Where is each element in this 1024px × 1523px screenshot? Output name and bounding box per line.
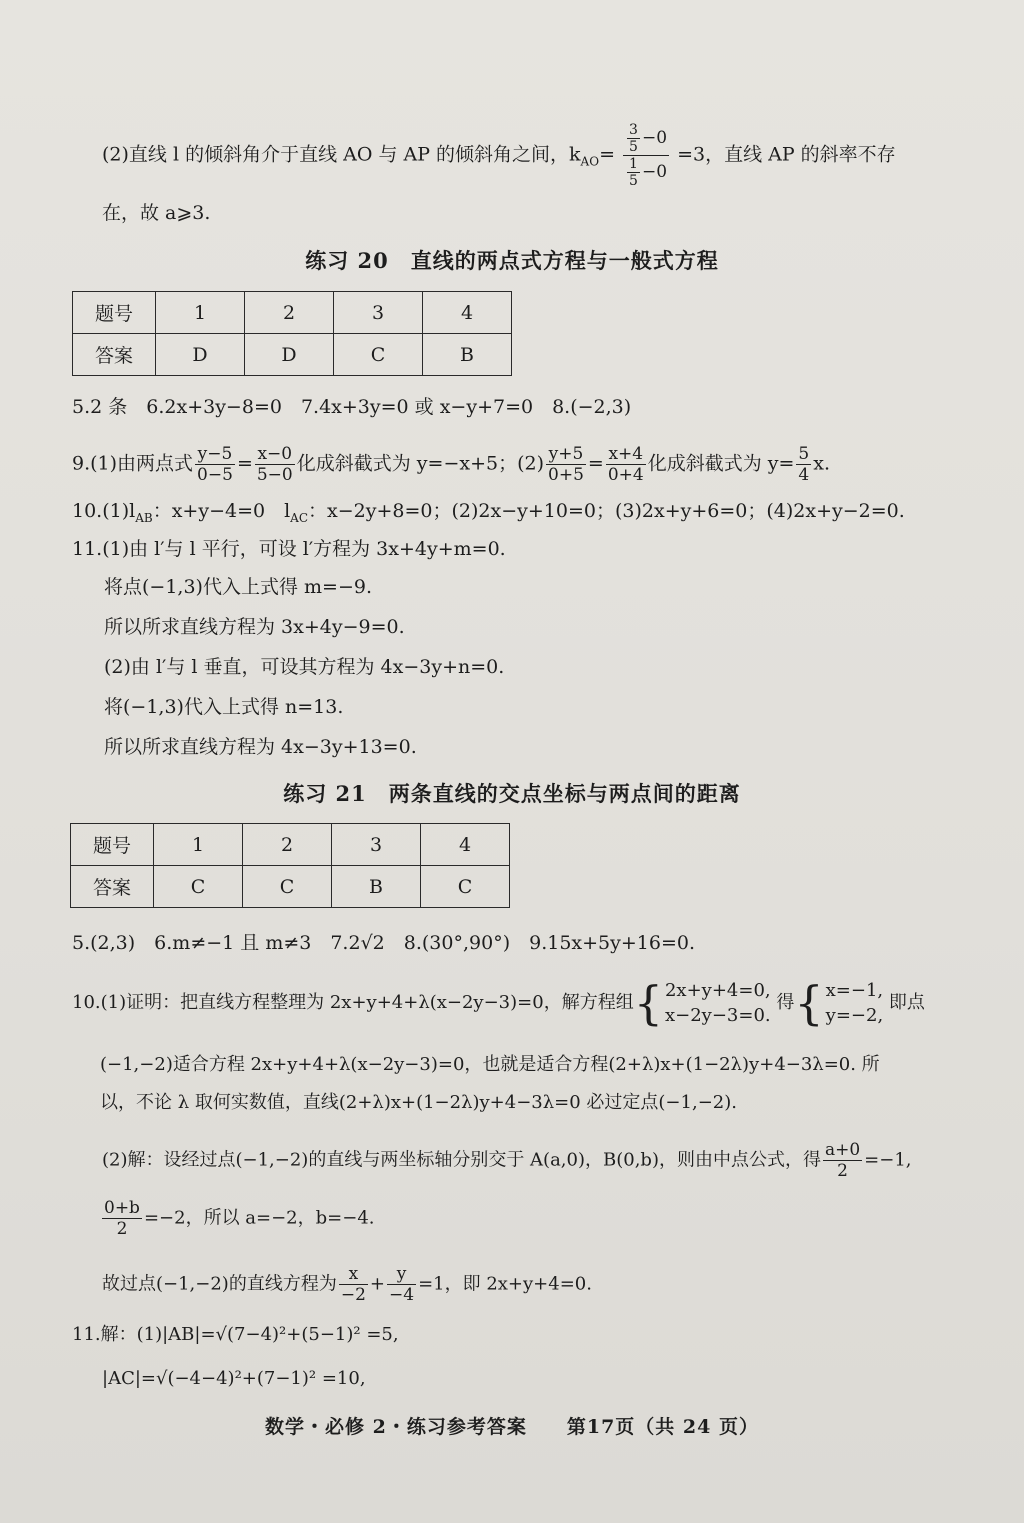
fraction-numerator: 0+b <box>104 1198 140 1218</box>
fraction <box>606 444 646 485</box>
text-line-s10-6 <box>102 1264 1004 1305</box>
table-cell: D <box>156 334 245 376</box>
table-cell: B <box>332 866 421 908</box>
table-cell: 1 <box>156 292 245 334</box>
text-segment: x. <box>813 452 831 475</box>
fraction-denominator: 0+4 <box>607 465 644 485</box>
text-segment: ：x+y−4=0 l <box>152 500 291 522</box>
text-line-q11-3: 所以所求直线方程为 3x+4y−9=0. <box>104 616 405 638</box>
table-row <box>71 866 510 908</box>
table-row <box>71 824 510 866</box>
text-segment: 即点 <box>888 992 925 1013</box>
fraction <box>546 444 586 485</box>
text-segment: −0 <box>641 162 668 182</box>
fraction-numerator: x <box>339 1264 368 1285</box>
brace-symbol: { <box>794 976 824 1030</box>
fraction-denominator: 4 <box>798 465 810 485</box>
table-cell: 2 <box>243 824 332 866</box>
text-segment: = <box>236 452 253 475</box>
answer-table-20 <box>72 291 512 376</box>
text-line-q11-6: 所以所求直线方程为 4x−3y+13=0. <box>104 736 417 758</box>
text-line-q10 <box>72 498 1004 531</box>
fraction <box>387 1264 416 1305</box>
fraction-denominator: 5−0 <box>256 465 293 485</box>
fraction <box>339 1264 368 1305</box>
table-cell: C <box>421 866 510 908</box>
equation: y=−2, <box>825 1005 884 1026</box>
equation: x=−1, <box>825 980 884 1001</box>
section-title-21: 练习 21 两条直线的交点坐标与两点间的距离 <box>283 781 741 806</box>
text-line-q5-8: 5.2 条 6.2x+3y−8=0 7.4x+3y=0 或 x−y+7=0 8.(−2,3) <box>72 396 632 418</box>
fraction-denominator: 2 <box>116 1219 128 1239</box>
fraction-denominator: −4 <box>389 1285 415 1305</box>
text-segment: ：x−2y+8=0；(2)2x−y+10=0；(3)2x+y+6=0；(4)2x+y−2=0. <box>308 500 905 522</box>
table-cell: 4 <box>421 824 510 866</box>
text-line-s10-3: 以，不论 λ 取何实数值，直线(2+λ)x+(1−2λ)y+4−3λ=0 必过定点(−1,−2). <box>100 1092 737 1113</box>
equation-system <box>665 978 771 1028</box>
fraction-numerator: 1 <box>629 156 638 172</box>
table-row <box>73 334 512 376</box>
text-segment: =3，直线 AP 的斜率不存 <box>677 143 896 166</box>
fraction <box>823 1140 862 1181</box>
text-segment: =−2，所以 a=−2，b=−4. <box>143 1207 375 1229</box>
fraction-numerator: y−5 <box>195 444 235 465</box>
table-cell: 3 <box>334 292 423 334</box>
text-line-s10-4 <box>102 1140 1004 1181</box>
table-cell: 1 <box>154 824 243 866</box>
text-segment: 10.(1)证明：把直线方程整理为 2x+y+4+λ(x−2y−3)=0，解方程组 <box>72 992 634 1013</box>
text-line-2: 在，故 a⩾3. <box>102 202 211 224</box>
text-segment: = <box>599 143 615 166</box>
table-answer-label: 答案 <box>73 334 156 376</box>
text-segment: −0 <box>641 128 668 148</box>
text-segment: =−1, <box>864 1149 912 1171</box>
fraction-numerator: x−0 <box>255 444 295 465</box>
text-segment: (2)直线 l 的倾斜角介于直线 AO 与 AP 的倾斜角之间，k <box>102 143 581 166</box>
text-line-s11-2: |AC|=√(−4−4)²+(7−1)² =10, <box>102 1368 366 1389</box>
text-line-q11-2: 将点(−1,3)代入上式得 m=−9. <box>104 576 372 598</box>
fraction-denominator: 5 <box>629 173 638 189</box>
fraction-numerator: 5 <box>798 444 810 464</box>
fraction-kao <box>623 122 669 189</box>
fraction-numerator: a+0 <box>824 1140 861 1160</box>
fraction-denominator: 2 <box>837 1161 848 1181</box>
text-line-1 <box>102 122 1004 189</box>
fraction-denominator: 5 <box>629 139 638 155</box>
text-line-s10-2: (−1,−2)适合方程 2x+y+4+λ(x−2y−3)=0，也就是适合方程(2+λ)x+(1−2λ)y+4−3λ=0. 所 <box>100 1054 880 1075</box>
equation: 2x+y+4=0, <box>664 980 771 1001</box>
text-segment: 10.(1)l <box>72 500 136 522</box>
text-line-q11-1: 11.(1)由 l′与 l 平行，可设 l′方程为 3x+4y+m=0. <box>72 538 506 560</box>
subscript: AC <box>290 510 309 525</box>
table-row <box>73 292 512 334</box>
text-segment: 故过点(−1,−2)的直线方程为 <box>102 1273 337 1295</box>
fraction-numerator: y+5 <box>546 444 586 465</box>
table-header-label: 题号 <box>71 824 154 866</box>
section-title-20: 练习 20 直线的两点式方程与一般式方程 <box>305 248 719 273</box>
text-line-q11-4: (2)由 l′与 l 垂直，可设其方程为 4x−3y+n=0. <box>104 656 505 678</box>
table-cell: 3 <box>332 824 421 866</box>
page-footer: 数学・必修 2・练习参考答案 第17页（共 24 页） <box>265 1416 759 1438</box>
text-segment: 化成斜截式为 y= <box>647 452 795 475</box>
table-cell: C <box>154 866 243 908</box>
equation-system <box>826 978 884 1028</box>
fraction-numerator: 3 <box>629 122 638 138</box>
fraction-denominator: 0+5 <box>548 465 584 485</box>
fraction <box>796 444 811 485</box>
table-cell: C <box>334 334 423 376</box>
text-segment: =1，即 2x+y+4=0. <box>418 1273 592 1295</box>
text-segment: + <box>369 1273 385 1295</box>
table-header-label: 题号 <box>73 292 156 334</box>
answer-table-21 <box>70 823 510 908</box>
brace-symbol: { <box>633 976 663 1030</box>
text-line-q9 <box>72 444 1004 485</box>
fraction <box>102 1198 142 1239</box>
text-line-s10-1 <box>72 978 1004 1028</box>
fraction <box>195 444 235 485</box>
table-cell: 2 <box>245 292 334 334</box>
equation: x−2y−3=0. <box>664 1005 771 1026</box>
table-cell: D <box>245 334 334 376</box>
table-cell: C <box>243 866 332 908</box>
text-segment: 化成斜截式为 y=−x+5；(2) <box>296 452 545 475</box>
subscript: AB <box>135 510 153 525</box>
text-segment: (2)解：设经过点(−1,−2)的直线与两坐标轴分别交于 A(a,0)，B(0,b)，则由中点公式，得 <box>102 1149 821 1171</box>
text-line-s5-9: 5.(2,3) 6.m≠−1 且 m≠3 7.2√2 8.(30°,90°) 9.15x+5y+16=0. <box>72 932 696 954</box>
text-segment: = <box>587 452 604 475</box>
text-line-s10-5 <box>100 1198 1004 1239</box>
text-line-q11-5: 将(−1,3)代入上式得 n=13. <box>104 696 344 718</box>
fraction <box>255 444 295 485</box>
fraction-denominator: −2 <box>340 1285 366 1305</box>
table-cell: 4 <box>423 292 512 334</box>
fraction-numerator: y <box>387 1264 416 1285</box>
fraction-numerator: x+4 <box>606 444 646 465</box>
table-answer-label: 答案 <box>71 866 154 908</box>
text-segment: 得 <box>776 992 795 1013</box>
subscript: AO <box>580 154 600 169</box>
text-line-s11-1: 11.解：(1)|AB|=√(7−4)²+(5−1)² =5, <box>72 1324 399 1345</box>
table-cell: B <box>423 334 512 376</box>
text-segment: 9.(1)由两点式 <box>72 452 194 475</box>
fraction-denominator: 0−5 <box>197 465 233 485</box>
